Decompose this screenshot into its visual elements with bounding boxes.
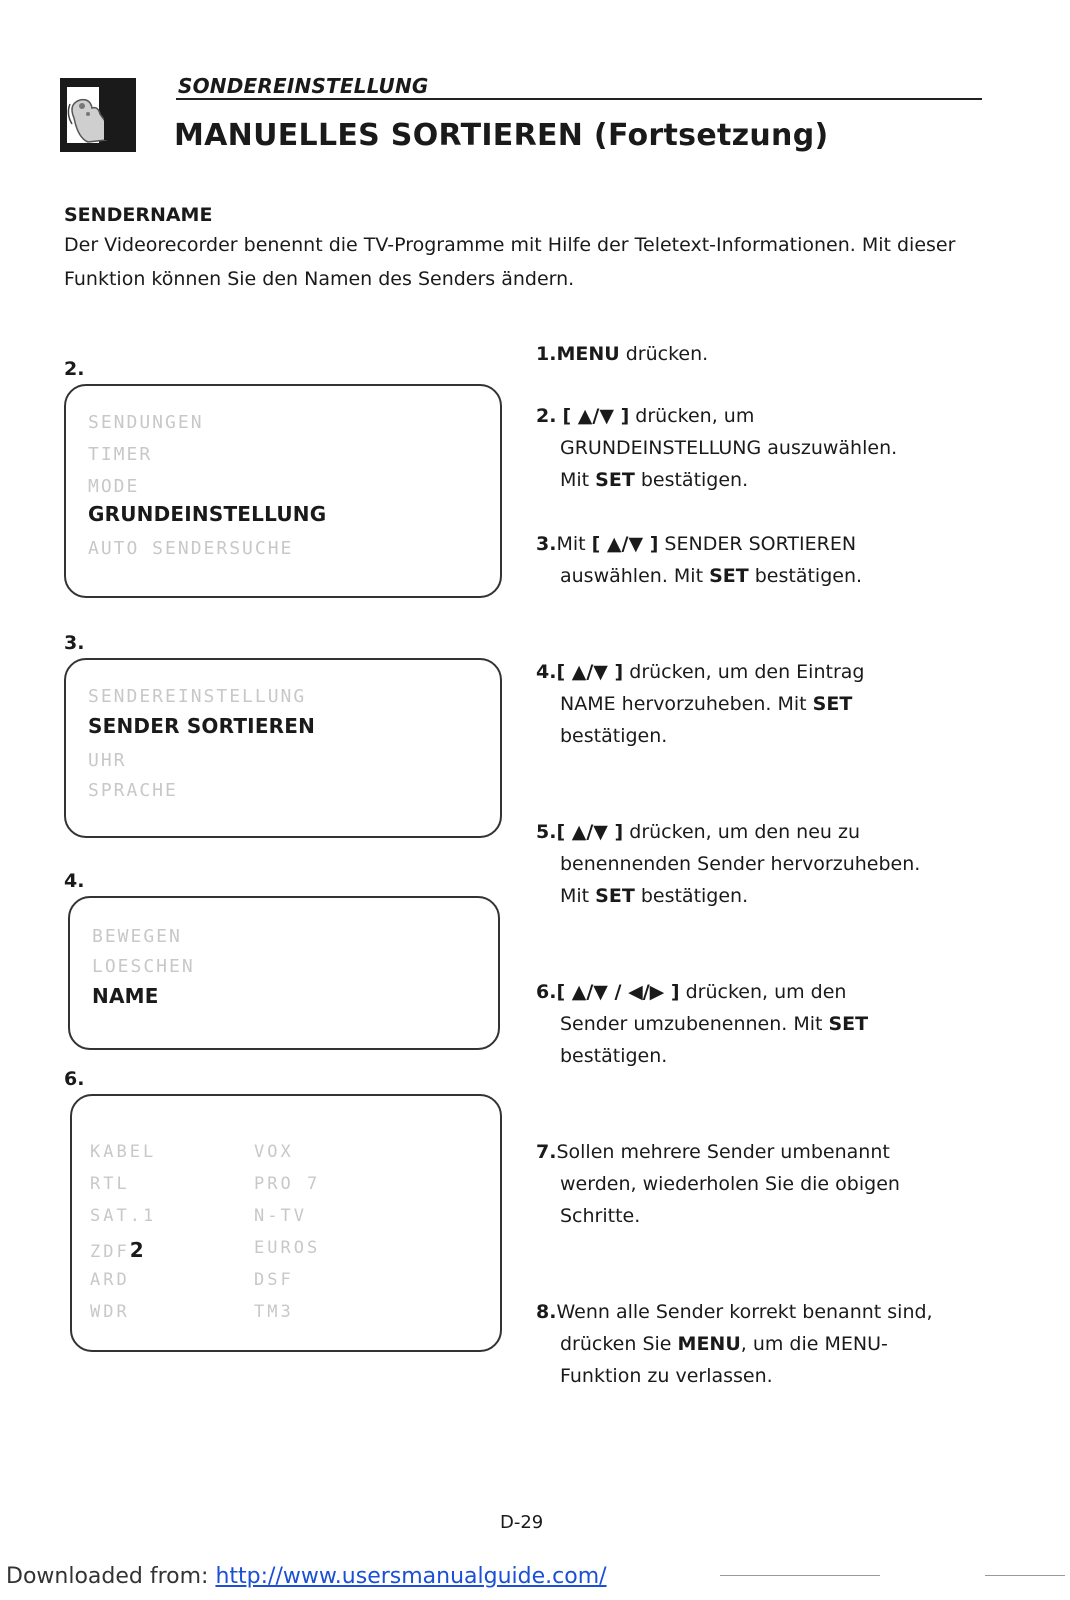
divider xyxy=(985,1575,1065,1576)
arrow-keys: [ ▲/▼ / ◀/▶ ] xyxy=(556,981,680,1003)
instruction-text: bestätigen. xyxy=(560,1045,668,1067)
station-name: KABEL xyxy=(90,1142,157,1162)
arrow-keys: [ ▲/▼ ] xyxy=(556,821,624,843)
instruction-3 xyxy=(536,528,996,592)
menu-line: LOESCHEN xyxy=(92,956,195,977)
cursor-character: 2 xyxy=(129,1238,144,1262)
screen-6 xyxy=(70,1094,502,1352)
screen-4 xyxy=(68,896,500,1050)
instruction-text: drücken, um xyxy=(629,405,755,427)
arrow-keys: [ ▲/▼ ] xyxy=(556,661,624,683)
step-number: 4. xyxy=(536,661,557,683)
instruction-text: bestätigen. xyxy=(634,885,749,907)
station-name: RTL xyxy=(90,1174,130,1194)
instruction-text: Mit xyxy=(556,533,592,555)
instruction-text: bestätigen. xyxy=(748,565,863,587)
instruction-text: drücken Sie xyxy=(560,1333,678,1355)
menu-line-highlighted: SENDER SORTIEREN xyxy=(88,714,316,738)
key-label: MENU xyxy=(556,343,620,365)
step-number: 6. xyxy=(536,981,557,1003)
menu-line: SENDEREINSTELLUNG xyxy=(88,686,307,707)
divider xyxy=(720,1575,880,1576)
menu-line: MODE xyxy=(88,476,140,497)
screen-2-label: 2. xyxy=(64,358,85,380)
station-name: TM3 xyxy=(254,1302,294,1322)
menu-line-highlighted: NAME xyxy=(92,984,159,1008)
instruction-text: bestätigen. xyxy=(560,725,668,747)
step-number: 2. xyxy=(536,405,557,427)
instruction-text: auswählen. Mit xyxy=(560,565,710,587)
instruction-text: drücken, um den xyxy=(679,981,847,1003)
step-number: 1. xyxy=(536,343,557,365)
arrow-keys: [ ▲/▼ ] xyxy=(562,405,630,427)
instruction-text: Sender umzubenennen. Mit xyxy=(560,1013,829,1035)
instruction-text: drücken. xyxy=(619,343,709,365)
key-label: MENU xyxy=(677,1333,741,1355)
page-number: D-29 xyxy=(500,1512,544,1533)
key-label: SET xyxy=(709,565,749,587)
instruction-text: Mit xyxy=(560,885,596,907)
key-label: SET xyxy=(595,469,635,491)
menu-line: UHR xyxy=(88,750,127,771)
page-title: MANUELLES SORTIEREN (Fortsetzung) xyxy=(174,118,829,153)
instruction-8 xyxy=(536,1296,996,1392)
instruction-text: benennenden Sender hervorzuheben. xyxy=(560,853,921,875)
section-label: SONDEREINSTELLUNG xyxy=(178,74,429,98)
instruction-6 xyxy=(536,976,996,1072)
sub-heading: SENDERNAME xyxy=(64,204,213,226)
instruction-text: Schritte. xyxy=(560,1205,641,1227)
instruction-text: Mit xyxy=(560,469,596,491)
instruction-text: drücken, um den neu zu xyxy=(623,821,861,843)
station-name: EUROS xyxy=(254,1238,321,1258)
instruction-text: GRUNDEINSTELLUNG auszuwählen. xyxy=(560,437,898,459)
station-name: PRO 7 xyxy=(254,1174,321,1194)
instruction-2 xyxy=(536,400,996,496)
key-label: SET xyxy=(595,885,635,907)
menu-line: SENDUNGEN xyxy=(88,412,204,433)
screen-3-label: 3. xyxy=(64,632,85,654)
download-prefix: Downloaded from: xyxy=(6,1564,216,1589)
step-number: 5. xyxy=(536,821,557,843)
header-rule xyxy=(176,98,982,100)
menu-line: SPRACHE xyxy=(88,780,178,801)
screen-2 xyxy=(64,384,502,598)
instruction-text: NAME hervorzuheben. Mit xyxy=(560,693,813,715)
screen-6-label: 6. xyxy=(64,1068,85,1090)
download-notice xyxy=(6,1564,607,1589)
station-name: VOX xyxy=(254,1142,294,1162)
instruction-7 xyxy=(536,1136,996,1232)
instruction-text: , um die MENU- xyxy=(740,1333,888,1355)
instruction-5 xyxy=(536,816,996,912)
screen-3 xyxy=(64,658,502,838)
instruction-text: Wenn alle Sender korrekt benannt sind, xyxy=(556,1301,933,1323)
station-name: SAT.1 xyxy=(90,1206,157,1226)
station-name: ARD xyxy=(90,1270,130,1290)
step-number: 3. xyxy=(536,533,557,555)
key-label: SET xyxy=(828,1013,869,1035)
station-name: ZDF xyxy=(90,1242,130,1262)
station-name: N-TV xyxy=(254,1206,307,1226)
station-name-editing xyxy=(90,1238,144,1262)
instruction-text: Funktion zu verlassen. xyxy=(560,1365,773,1387)
instruction-1 xyxy=(536,338,996,370)
instruction-text: SENDER SORTIEREN xyxy=(658,533,857,555)
step-number: 8. xyxy=(536,1301,557,1323)
instruction-4 xyxy=(536,656,996,752)
station-name: DSF xyxy=(254,1270,294,1290)
key-label: SET xyxy=(812,693,853,715)
station-name: WDR xyxy=(90,1302,130,1322)
instruction-text: Sollen mehrere Sender umbenannt xyxy=(556,1141,890,1163)
intro-text: Der Videorecorder benennt die TV-Programme mit Hilfe der Teletext-Informationen. Mit dieser Funktion können Sie den Namen des Senders ändern. xyxy=(64,234,956,290)
menu-line: AUTO SENDERSUCHE xyxy=(88,538,294,559)
arrow-keys: [ ▲/▼ ] xyxy=(591,533,659,555)
instruction-text: bestätigen. xyxy=(634,469,749,491)
menu-line: TIMER xyxy=(88,444,153,465)
menu-line: BEWEGEN xyxy=(92,926,182,947)
download-link[interactable]: http://www.usersmanualguide.com/ xyxy=(215,1564,607,1589)
hand-pointer-icon xyxy=(60,78,136,152)
step-number: 7. xyxy=(536,1141,557,1163)
screen-4-label: 4. xyxy=(64,870,85,892)
instruction-text: drücken, um den Eintrag xyxy=(623,661,865,683)
instruction-text: werden, wiederholen Sie die obigen xyxy=(560,1173,900,1195)
menu-line-highlighted: GRUNDEINSTELLUNG xyxy=(88,502,327,526)
